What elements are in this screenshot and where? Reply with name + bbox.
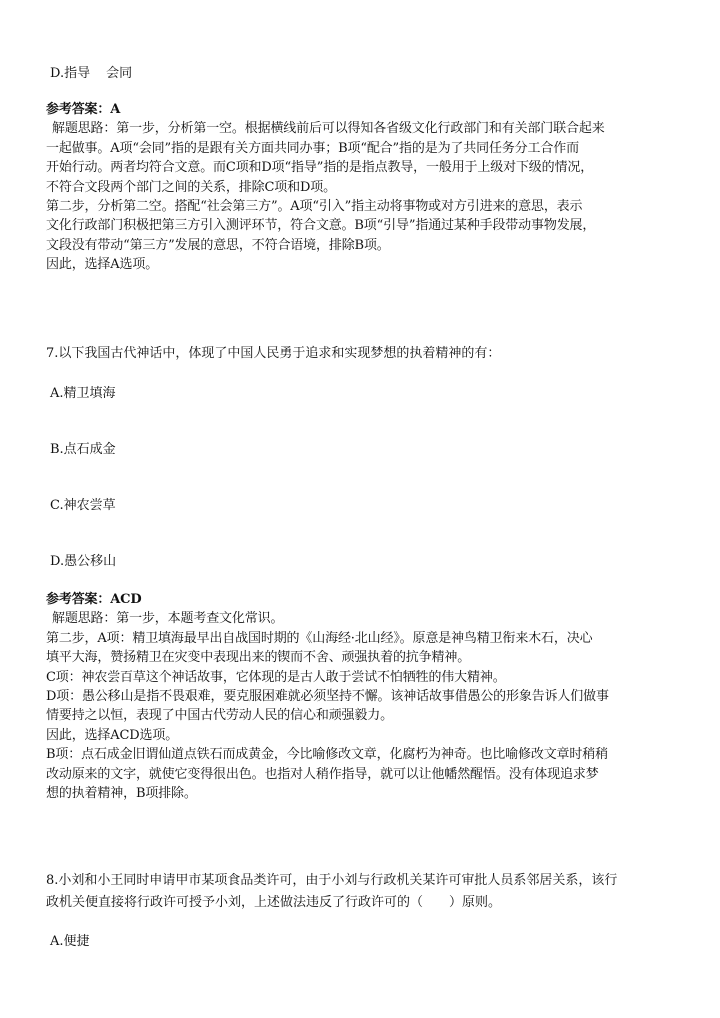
question-7-option-b[interactable]: B.点石成金 <box>50 442 116 457</box>
question-7-option-a[interactable]: A.精卫填海 <box>50 386 116 401</box>
explanation-line: C项：神农尝百草这个神话故事，它体现的是古人敢于尝试不怕牺牲的伟大精神。 <box>46 669 506 685</box>
answer-label: 参考答案：ACD <box>46 592 142 607</box>
explanation-line: 一起做事。A项“会同”指的是跟有关方面共同办事；B项“配合”指的是为了共同任务分工合作而 <box>46 140 579 156</box>
question-8-option-a[interactable]: A.便捷 <box>50 934 90 949</box>
explanation-line: 想的执着精神，B项排除。 <box>46 786 197 802</box>
explanation-line: 第二步，A项：精卫填海最早出自战国时期的《山海经·北山经》。原意是神鸟精卫衔来木石，决心 <box>46 630 593 646</box>
explanation-line: 因此，选择ACD选项。 <box>46 727 179 743</box>
question-8 <box>46 870 686 914</box>
question-8-text: 8.小刘和小王同时申请甲市某项食品类许可，由于小刘与行政机关某许可审批人员系邻居关系，该行 <box>46 873 618 888</box>
answer-block-q7 <box>46 590 686 803</box>
answer-block-prev <box>46 100 686 275</box>
question-7-option-d[interactable]: D.愚公移山 <box>50 554 117 569</box>
option-d-label: D. <box>50 66 65 81</box>
explanation-line: 第二步，分析第二空。搭配“社会第三方”。A项“引入”指主动将事物或对方引进来的意思，表示 <box>46 199 583 215</box>
question-7-text: 7.以下我国古代神话中，体现了中国人民勇于追求和实现梦想的执着精神的有： <box>46 346 501 361</box>
explanation-line: 改动原来的文字，就使它变得很出色。也指对人稍作指导，就可以让他幡然醒悟。没有体现追求梦 <box>46 766 599 782</box>
question-7 <box>46 343 686 365</box>
option-d-part1: 指导 <box>64 66 91 81</box>
answer-label: 参考答案：A <box>46 102 121 117</box>
explanation-line: 文段没有带动“第三方”发展的意思，不符合语境，排除B项。 <box>46 237 390 253</box>
explanation-line: 解题思路：第一步，分析第一空。根据横线前后可以得知各省级文化行政部门和有关部门联合起来 <box>52 121 605 137</box>
explanation-line: D项：愚公移山是指不畏艰难，要克服困难就必须坚持不懈。该神话故事借愚公的形象告诉人们做事 <box>46 689 609 705</box>
explanation-line: 情要持之以恒，表现了中国古代劳动人民的信心和顽强毅力。 <box>46 708 393 724</box>
explanation-line: 解题思路：第一步，本题考查文化常识。 <box>52 611 284 627</box>
explanation-line: 不符合文段两个部门之间的关系，排除C项和D项。 <box>46 179 336 195</box>
option-d[interactable] <box>50 66 132 82</box>
question-7-option-c[interactable]: C.神农尝草 <box>50 498 116 513</box>
explanation-line: 开始行动。两者均符合文意。而C项和D项“指导”指的是指点教导，一般用于上级对下级的情况， <box>46 160 594 176</box>
explanation-line: 文化行政部门积极把第三方引入测评环节，符合文意。B项“引导”指通过某种手段带动事物发展， <box>46 218 596 234</box>
option-d-part2: 会同 <box>106 66 133 81</box>
explanation-line: B项：点石成金旧谓仙道点铁石而成黄金，今比喻修改文章，化腐朽为神奇。也比喻修改文章时稍稍 <box>46 747 608 763</box>
question-8-text: 政机关便直接将行政许可授予小刘，上述做法违反了行政许可的（ ）原则。 <box>46 895 502 910</box>
explanation-line: 因此，选择A选项。 <box>46 257 159 273</box>
explanation-line: 填平大海，赞扬精卫在灾变中表现出来的锲而不舍、顽强执着的抗争精神。 <box>46 650 471 666</box>
